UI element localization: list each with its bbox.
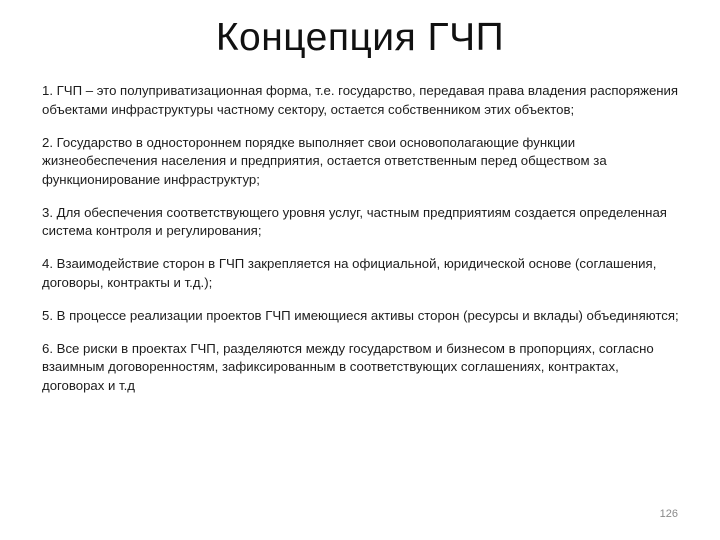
- list-item-4: 4. Взаимодействие сторон в ГЧП закрепляется на официальной, юридической основе (соглашения, договоры, контракты и т.д.);: [42, 256, 657, 290]
- list-item-6: 6. Все риски в проектах ГЧП, разделяются между государством и бизнесом в пропорциях, согласно взаимным договоренностям, зафиксированным в соответствующих соглашениях, контрактах, договорах и т.д: [42, 340, 654, 393]
- slide-title: Концепция ГЧП: [215, 16, 505, 59]
- list-item-2: 2. Государство в одностороннем порядке выполняет свои основополагающие функции жизнеобеспечения населения и предприятия, остается ответственным перед обществом за функционирование инфраструктур;: [42, 134, 607, 187]
- list-item-3: 3. Для обеспечения соответствующего уровня услуг, частным предприятиям создается определенная система контроля и регулирования;: [42, 204, 667, 238]
- page-number: 126: [659, 508, 678, 520]
- slide-content: [42, 82, 682, 395]
- list-item-5: 5. В процессе реализации проектов ГЧП имеющиеся активы сторон (ресурсы и вклады) объединяются;: [42, 307, 679, 323]
- list-item-1: 1. ГЧП – это полуприватизационная форма, т.е. государство, передавая права владения распоряжения объектами инфраструктуры частному сектору, остается собственником этих объектов;: [42, 83, 679, 117]
